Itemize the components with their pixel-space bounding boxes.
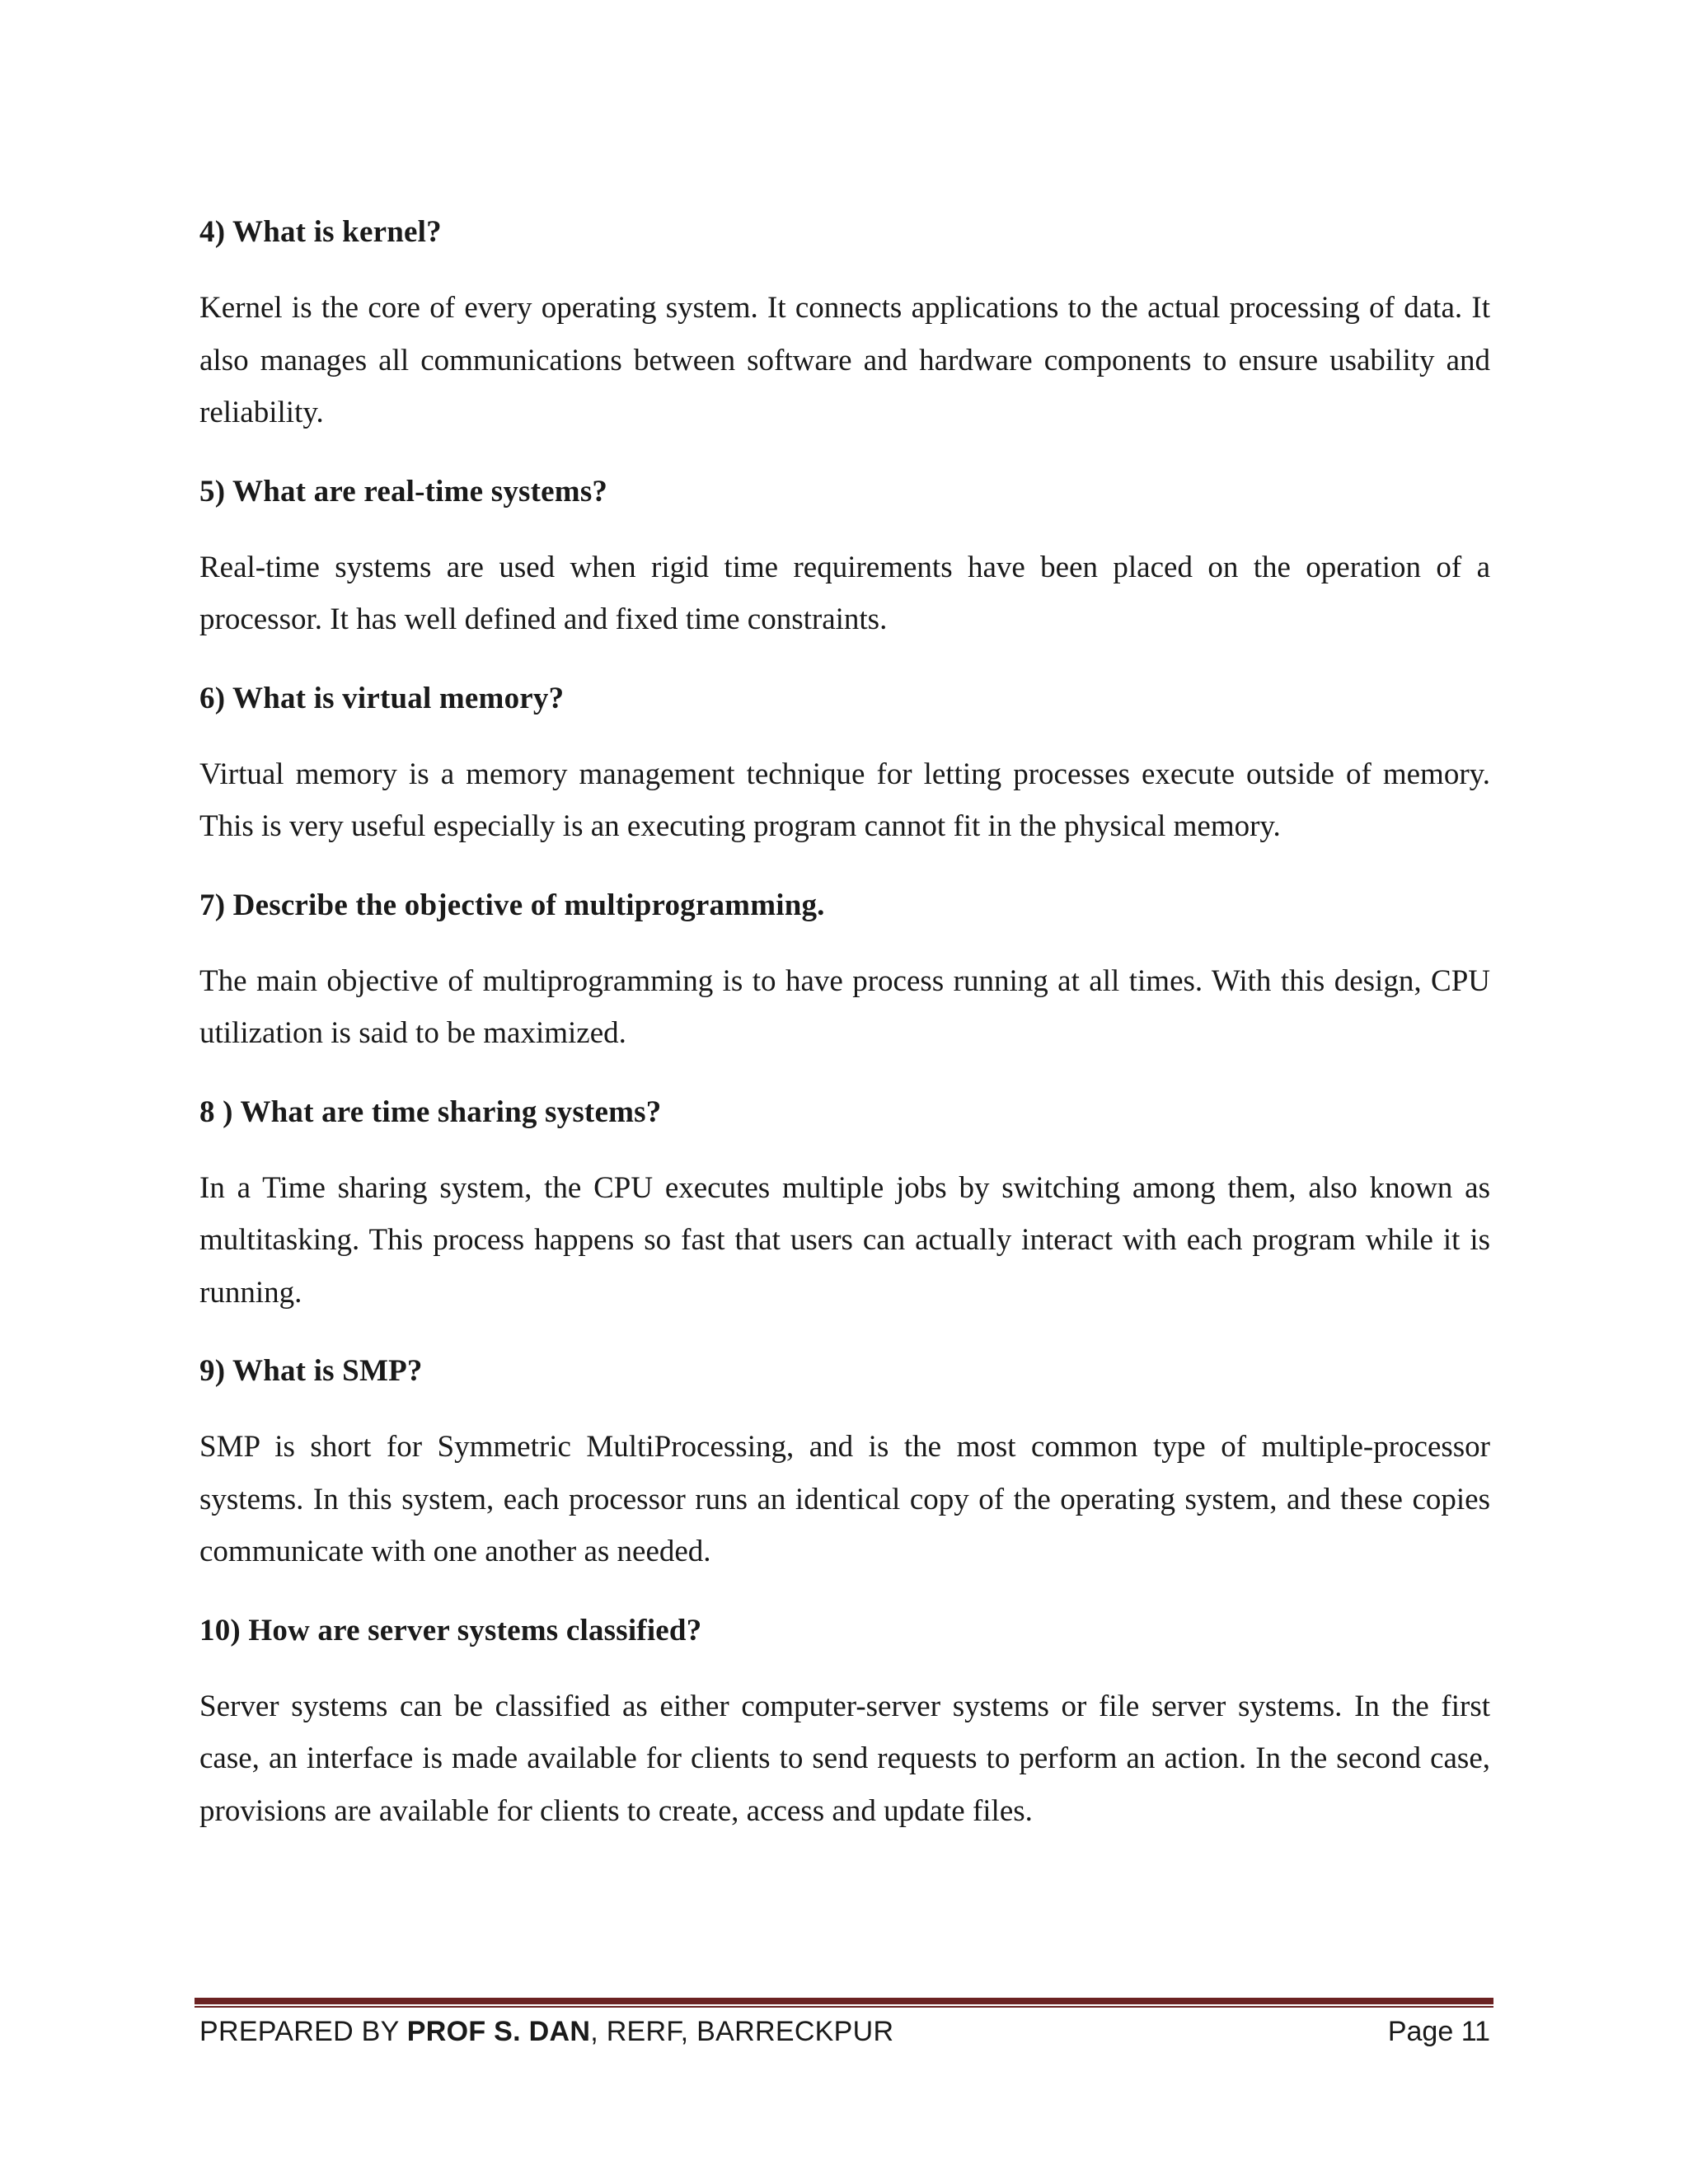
qa-item-4 xyxy=(199,208,1490,439)
footer-rule-thin xyxy=(195,2006,1493,2008)
answer-paragraph: In a Time sharing system, the CPU executes multiple jobs by switching among them, also known as multitasking. This process happens so fast that users can actually interact with each program while it is running. xyxy=(199,1170,1490,1310)
qa-item-7 xyxy=(199,881,1490,1060)
qa-item-5 xyxy=(199,467,1490,646)
question-heading: 7) Describe the objective of multiprogramming. xyxy=(199,888,825,922)
footer-credit xyxy=(199,2011,893,2052)
footer-rule-thick xyxy=(195,1998,1493,2004)
answer-paragraph: Server systems can be classified as either computer-server systems or file server systems. In the first case, an interface is made available for clients to send requests to perform an action. In the second case, provisions are available for clients to create, access and update files. xyxy=(199,1689,1490,1828)
question-heading: 5) What are real-time systems? xyxy=(199,474,608,509)
footer-suffix: , RERF, BARRECKPUR xyxy=(590,2016,894,2047)
qa-item-9 xyxy=(199,1347,1490,1578)
qa-item-8 xyxy=(199,1088,1490,1319)
footer-rule xyxy=(195,1998,1493,2008)
qa-item-6 xyxy=(199,674,1490,853)
qa-content xyxy=(199,208,1490,1865)
footer-prefix: PREPARED BY xyxy=(199,2016,407,2047)
question-heading: 8 ) What are time sharing systems? xyxy=(199,1094,662,1129)
question-heading: 10) How are server systems classified? xyxy=(199,1613,702,1647)
question-heading: 4) What is kernel? xyxy=(199,215,442,249)
page-footer xyxy=(199,2011,1490,2052)
answer-paragraph: Real-time systems are used when rigid time requirements have been placed on the operation of a processor. It has well defined and fixed time constraints. xyxy=(199,550,1490,636)
footer-author: PROF S. DAN xyxy=(406,2016,591,2047)
page-number: Page 11 xyxy=(1387,2016,1490,2047)
qa-item-10 xyxy=(199,1606,1490,1838)
question-heading: 9) What is SMP? xyxy=(199,1354,423,1388)
answer-paragraph: SMP is short for Symmetric MultiProcessing, and is the most common type of multiple-processor systems. In this system, each processor runs an identical copy of the operating system, and these copies communicate with one another as needed. xyxy=(199,1430,1490,1568)
answer-paragraph: Virtual memory is a memory management technique for letting processes execute outside of memory. This is very useful especially is an executing program cannot fit in the physical memory. xyxy=(199,757,1490,843)
question-heading: 6) What is virtual memory? xyxy=(199,681,565,715)
answer-paragraph: The main objective of multiprogramming is to have process running at all times. With this design, CPU utilization is said to be maximized. xyxy=(199,963,1490,1050)
answer-paragraph: Kernel is the core of every operating system. It connects applications to the actual processing of data. It also manages all communications between software and hardware components to ensure usability and reliability. xyxy=(199,291,1490,429)
